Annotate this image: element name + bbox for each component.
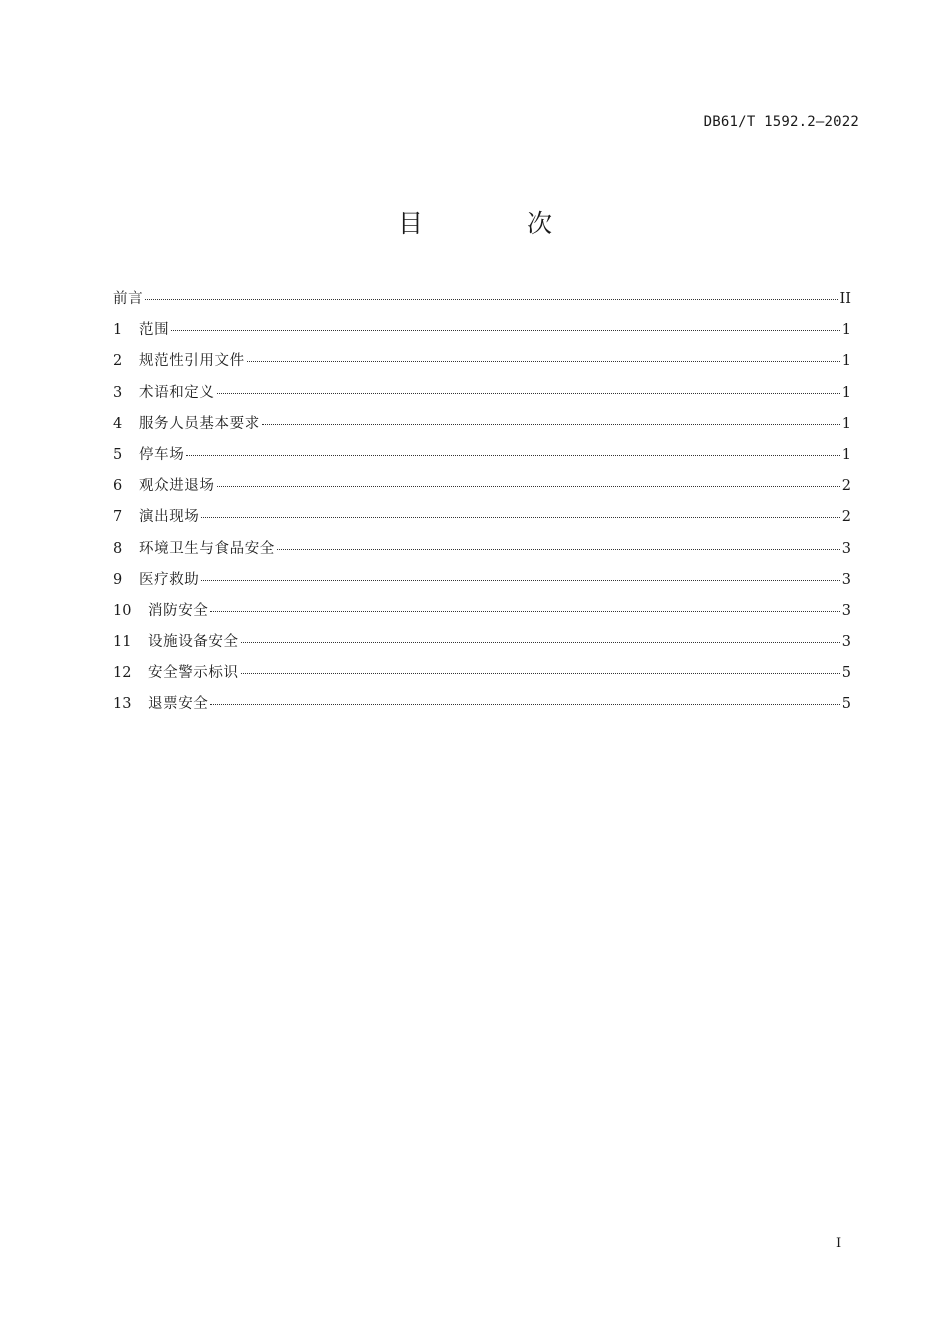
toc-entry-7[interactable] — [113, 502, 851, 533]
toc-entry-1[interactable] — [113, 315, 851, 346]
toc-entry-number: 2 — [113, 353, 123, 370]
toc-entry-label: 术语和定义 — [139, 384, 215, 401]
toc-entry-page: 1 — [841, 322, 851, 339]
toc-dot-leader — [241, 673, 840, 674]
page-title: 目 次 — [398, 209, 600, 238]
toc-entry-page: 5 — [841, 665, 851, 682]
toc-entry-page: 1 — [841, 415, 851, 432]
toc-entry-10[interactable] — [113, 596, 851, 627]
toc-dot-leader — [217, 393, 840, 394]
toc-entry-number: 5 — [113, 446, 123, 463]
toc-dot-leader — [201, 580, 839, 581]
toc-dot-leader — [247, 361, 840, 362]
toc-entry-number: 10 — [113, 602, 132, 619]
toc-dot-leader — [201, 517, 839, 518]
table-of-contents — [113, 284, 851, 721]
toc-entry-preface[interactable] — [113, 284, 851, 315]
toc-entry-11[interactable] — [113, 627, 851, 658]
toc-dot-leader — [210, 611, 839, 612]
toc-entry-page: II — [839, 291, 851, 307]
toc-entry-number: 11 — [113, 634, 132, 651]
toc-entry-2[interactable] — [113, 346, 851, 377]
toc-dot-leader — [277, 549, 840, 550]
toc-entry-6[interactable] — [113, 471, 851, 502]
toc-entry-label: 范围 — [139, 322, 170, 339]
toc-entry-label: 退票安全 — [148, 696, 209, 713]
page-number: I — [836, 1236, 842, 1251]
toc-entry-3[interactable] — [113, 378, 851, 409]
toc-entry-page: 3 — [841, 571, 851, 588]
toc-entry-label: 停车场 — [139, 446, 185, 463]
toc-entry-5[interactable] — [113, 440, 851, 471]
toc-entry-page: 1 — [841, 353, 851, 370]
standard-code: DB61/T 1592.2—2022 — [703, 114, 859, 130]
toc-entry-number: 3 — [113, 384, 123, 401]
toc-entry-label: 规范性引用文件 — [139, 353, 245, 370]
toc-entry-number: 4 — [113, 415, 123, 432]
toc-entry-13[interactable] — [113, 689, 851, 720]
toc-entry-page: 1 — [841, 384, 851, 401]
toc-dot-leader — [241, 642, 840, 643]
toc-entry-12[interactable] — [113, 658, 851, 689]
toc-entry-page: 3 — [841, 540, 851, 557]
toc-entry-number: 6 — [113, 478, 123, 495]
toc-entry-number: 7 — [113, 509, 123, 526]
toc-entry-page: 3 — [841, 634, 851, 651]
toc-entry-label: 设施设备安全 — [148, 634, 239, 651]
toc-entry-number: 12 — [113, 665, 132, 682]
toc-dot-leader — [186, 455, 839, 456]
toc-entry-8[interactable] — [113, 534, 851, 565]
toc-entry-page: 2 — [841, 478, 851, 495]
toc-dot-leader — [210, 704, 839, 705]
toc-entry-4[interactable] — [113, 409, 851, 440]
toc-dot-leader — [171, 330, 840, 331]
toc-entry-label: 环境卫生与食品安全 — [139, 540, 275, 557]
toc-entry-page: 5 — [841, 696, 851, 713]
toc-entry-9[interactable] — [113, 565, 851, 596]
toc-entry-label: 消防安全 — [148, 602, 209, 619]
toc-entry-page: 1 — [841, 446, 851, 463]
toc-entry-label: 演出现场 — [139, 509, 200, 526]
toc-entry-label: 前言 — [113, 291, 144, 307]
toc-entry-page: 3 — [841, 602, 851, 619]
toc-entry-label: 服务人员基本要求 — [139, 415, 260, 432]
toc-entry-number: 8 — [113, 540, 123, 557]
toc-dot-leader — [262, 424, 840, 425]
toc-entry-label: 医疗救助 — [139, 571, 200, 588]
toc-entry-number: 9 — [113, 571, 123, 588]
toc-dot-leader — [217, 486, 840, 487]
toc-dot-leader — [145, 299, 837, 300]
toc-entry-label: 安全警示标识 — [148, 665, 239, 682]
toc-entry-label: 观众进退场 — [139, 478, 215, 495]
toc-entry-number: 1 — [113, 322, 123, 339]
toc-entry-page: 2 — [841, 509, 851, 526]
toc-entry-number: 13 — [113, 696, 132, 713]
